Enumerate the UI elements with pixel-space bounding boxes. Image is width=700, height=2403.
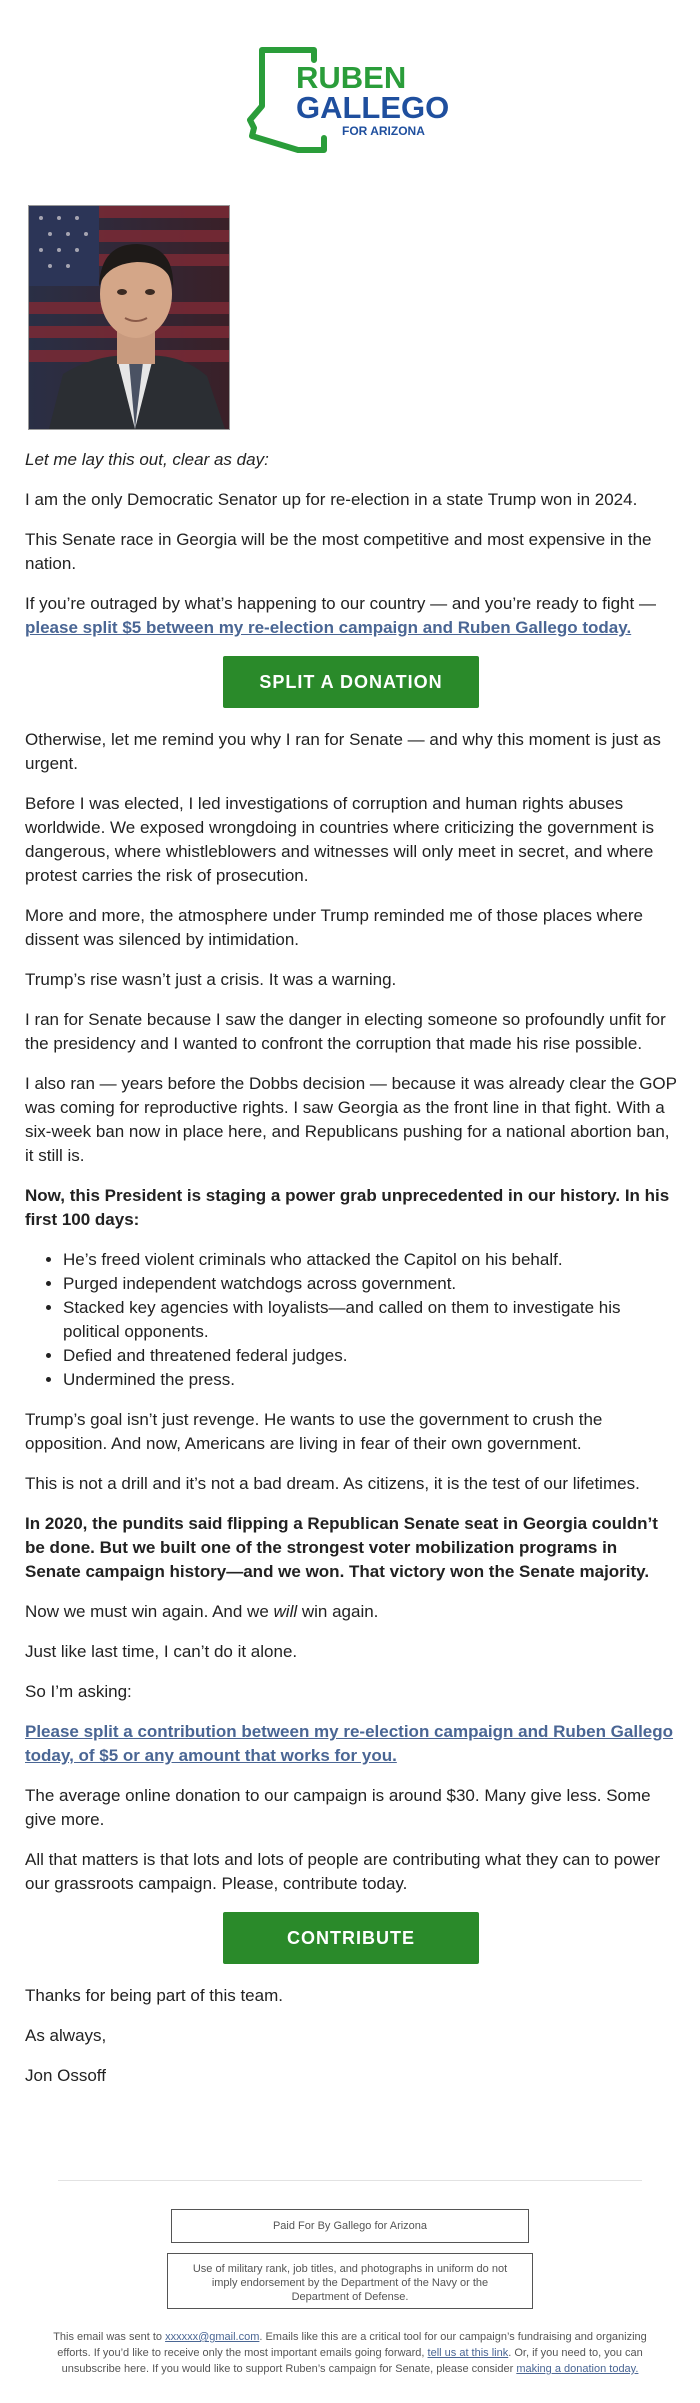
fine-print-3: . Or, if you need to, you can unsubscribe here. If you would like to support Ruben’s campaign for Senate, please consider xyxy=(61,2347,643,2375)
split-contribution-link[interactable]: Please split a contribution between my re-election campaign and Ruben Gallego today, of $5 or any amount that works for you. xyxy=(25,1722,674,1765)
campaign-logo xyxy=(246,46,456,154)
disclaimer-box: Use of military rank, job titles, and photographs in uniform do not imply endorsement by the Department of the Navy or the Department of Defense. xyxy=(167,2253,533,2309)
footer-fine-print xyxy=(50,2329,650,2377)
paragraph-12-emphasis: will xyxy=(273,1602,298,1621)
paragraph-11: This is not a drill and it’s not a bad dream. As citizens, it is the test of our lifetimes. xyxy=(25,1474,640,1493)
paragraph-14: So I’m asking: xyxy=(25,1682,132,1701)
logo-name-gallego: GALLEGO xyxy=(296,90,450,125)
fine-print-1: This email was sent to xyxy=(53,2331,166,2343)
paragraph-5: Before I was elected, I led investigations of corruption and human rights abuses worldwide. We exposed wrongdoing in countries where criticizing the government is dangerous, where whistleblowers and witnesses will only meet in secret, and where protest carries the risk of prosecution. xyxy=(25,794,654,885)
paragraph-3-text: If you’re outraged by what’s happening to our country — and you’re ready to fight — xyxy=(25,594,656,613)
paragraph-15: The average online donation to our campaign is around $30. Many give less. Some give more. xyxy=(25,1786,651,1829)
fine-print-2: . Emails like this are a critical tool for our campaign’s fundraising and organizing efforts. If you’d like to receive only the most important emails going forward, xyxy=(57,2331,647,2359)
logo-name-ruben: RUBEN xyxy=(296,60,407,95)
candidate-portrait-image xyxy=(29,206,229,429)
contribute-button[interactable]: CONTRIBUTE xyxy=(223,1912,479,1964)
paragraph-12-a: Now we must win again. And we xyxy=(25,1602,274,1621)
logo-tagline: FOR ARIZONA xyxy=(342,124,425,138)
list-item: • Purged independent watchdogs across government. xyxy=(63,1272,677,1296)
email-body xyxy=(25,448,677,2104)
list-item: • He’s freed violent criminals who attacked the Capitol on his behalf. xyxy=(63,1248,677,1272)
preferences-link[interactable]: tell us at this link xyxy=(427,2347,509,2359)
recipient-email-link[interactable]: xxxxxx@gmail.com xyxy=(165,2331,260,2343)
paragraph-12 xyxy=(25,1600,677,1624)
paragraph-12-b: win again. xyxy=(297,1602,379,1621)
paragraph-1: I am the only Democratic Senator up for re-election in a state Trump won in 2024. xyxy=(25,490,638,509)
list-item: • Undermined the press. xyxy=(63,1368,677,1392)
paragraph-4: Otherwise, let me remind you why I ran for Senate — and why this moment is just as urgent. xyxy=(25,730,661,773)
sign-off: As always, xyxy=(25,2026,107,2045)
power-grab-list xyxy=(25,1248,677,1392)
email-footer xyxy=(0,2180,700,2377)
paragraph-link xyxy=(25,1720,677,1768)
split-donation-button[interactable]: SPLIT A DONATION xyxy=(223,656,479,708)
footer-divider xyxy=(58,2180,642,2181)
donation-link[interactable]: making a donation today. xyxy=(516,2363,639,2375)
list-item: • Stacked key agencies with loyalists—and called on them to investigate his political opponents. xyxy=(63,1296,677,1344)
list-item: • Defied and threatened federal judges. xyxy=(63,1344,677,1368)
paragraph-16: All that matters is that lots and lots of people are contributing what they can to power our grassroots campaign. Please, contribute today. xyxy=(25,1850,661,1893)
paragraph-13: Just like last time, I can’t do it alone. xyxy=(25,1642,298,1661)
paragraph-10: Trump’s goal isn’t just revenge. He wants to use the government to crush the opposition. And now, Americans are living in fear of their own government. xyxy=(25,1410,603,1453)
paragraph-9: I also ran — years before the Dobbs decision — because it was already clear the GOP was coming for reproductive rights. I saw Georgia as the front line in that fight. With a six-week ban now in place here, and Republicans pushing for a national abortion ban, it still is. xyxy=(25,1074,677,1165)
power-grab-heading: Now, this President is staging a power grab unprecedented in our history. In his first 100 days: xyxy=(25,1186,670,1229)
paragraph-3 xyxy=(25,592,677,640)
signature: Jon Ossoff xyxy=(25,2066,106,2085)
paragraph-17: Thanks for being part of this team. xyxy=(25,1986,283,2005)
victory-paragraph: In 2020, the pundits said flipping a Republican Senate seat in Georgia couldn’t be done. But we built one of the strongest voter mobilization programs in Senate campaign history—and we won. That victory won the Senate majority. xyxy=(25,1514,658,1581)
paid-for-box: Paid For By Gallego for Arizona xyxy=(171,2209,529,2243)
intro-line: Let me lay this out, clear as day: xyxy=(25,450,269,469)
paragraph-6: More and more, the atmosphere under Trump reminded me of those places where dissent was silenced by intimidation. xyxy=(25,906,643,949)
paragraph-2: This Senate race in Georgia will be the most competitive and most expensive in the nation. xyxy=(25,530,652,573)
paragraph-7: Trump’s rise wasn’t just a crisis. It was a warning. xyxy=(25,970,397,989)
split-five-link[interactable]: please split $5 between my re-election campaign and Ruben Gallego today. xyxy=(25,618,632,637)
paragraph-8: I ran for Senate because I saw the danger in electing someone so profoundly unfit for the presidency and I wanted to confront the corruption that made his rise possible. xyxy=(25,1010,666,1053)
candidate-photo xyxy=(28,205,230,430)
